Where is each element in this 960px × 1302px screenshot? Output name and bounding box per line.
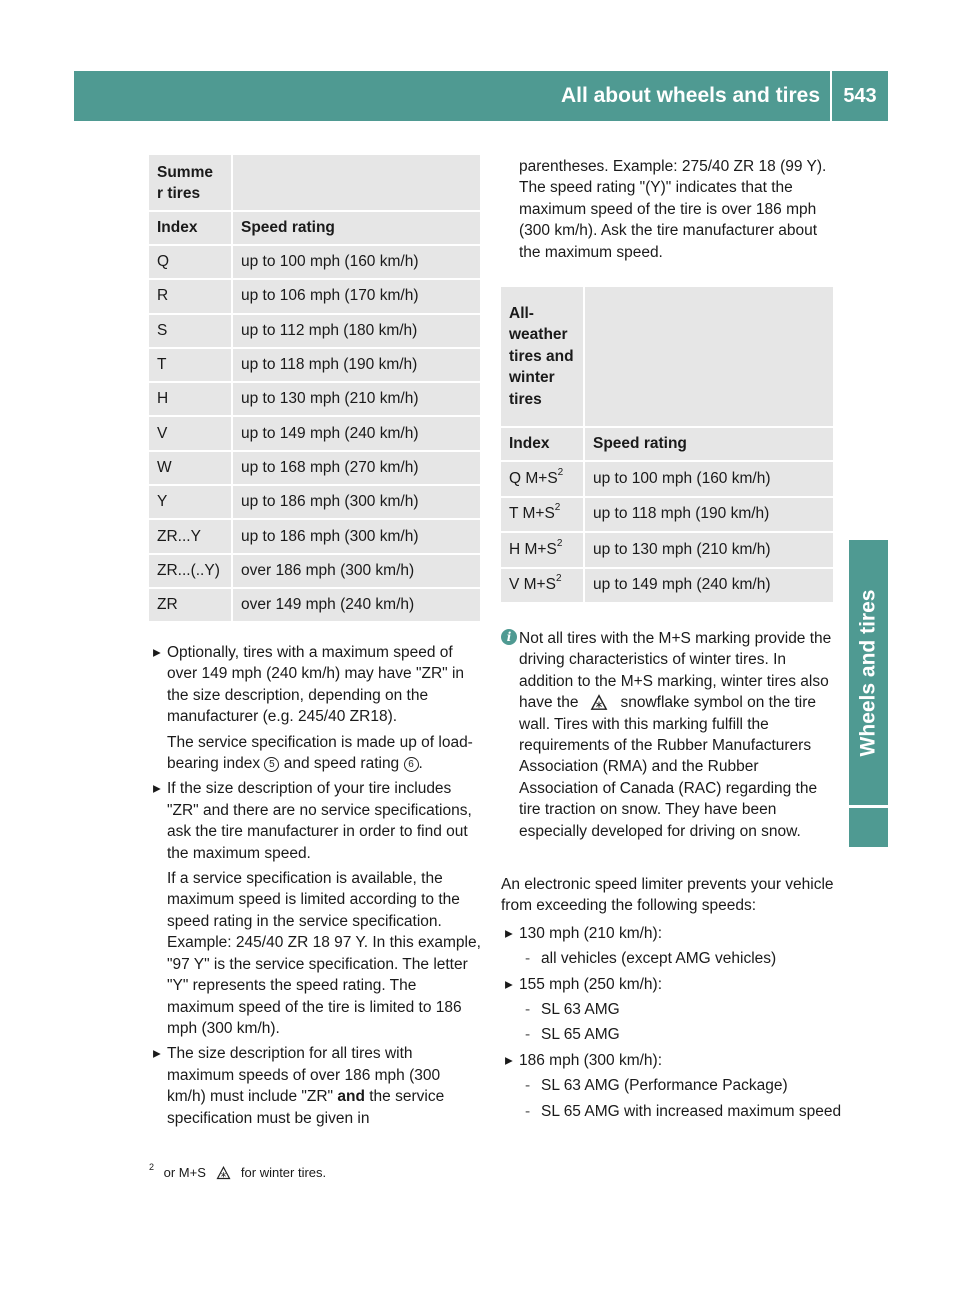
header-divider: [830, 71, 832, 121]
footnote-ref: 2: [557, 466, 564, 478]
chapter-tab-marker: [849, 808, 888, 847]
table-row: [149, 382, 480, 416]
info-icon: i: [501, 629, 517, 645]
index-value: ZR...(..Y): [157, 561, 220, 579]
speed-limit-value: 155 mph (250 km/h):: [519, 975, 663, 993]
table-row: [149, 554, 480, 588]
list-item: [501, 923, 846, 944]
index-cell: [149, 416, 232, 450]
vehicle-item: SL 63 AMG: [541, 1001, 620, 1019]
column-header-index: Index: [149, 211, 232, 245]
table-row: [149, 245, 480, 279]
table-row: [149, 416, 480, 450]
list-item: [149, 778, 483, 864]
table-row: [501, 461, 833, 497]
bullet-marker: ▸: [505, 1051, 513, 1069]
speed-rating-cell: up to 106 mph (170 km/h): [232, 279, 480, 313]
vehicle-item: SL 65 AMG: [541, 1026, 620, 1044]
index-value: H: [157, 390, 169, 408]
index-value: T: [157, 356, 167, 374]
speed-limit-value: 186 mph (300 km/h):: [519, 1051, 663, 1069]
speed-rating-cell: up to 168 mph (270 km/h): [232, 451, 480, 485]
bullet-text: If the size description of your tire includes "ZR" and there are no service specifications, ask the tire manufacturer in order to find out the maximum speed.: [167, 780, 472, 862]
marker-5-icon: 5: [264, 757, 279, 772]
info-note-text: snowflake symbol on the tire wall. Tires with this marking fulfill the requirements of the Rubber Manufacturers Association (RMA) and the Rubber Association of Canada (RAC) regarding the tire traction on snow. They have been especially developed for driving on snow.: [519, 694, 818, 840]
sub-list-item: [501, 1101, 846, 1122]
sub-list-item: [501, 948, 846, 969]
table-group-row: [149, 155, 480, 211]
index-cell: [501, 532, 584, 568]
chapter-tab-label-wrap: [849, 540, 888, 805]
index-cell: [149, 245, 232, 279]
bullet-text: The size description for all tires with maximum speeds of over 186 mph (300 km/h) must include "ZR": [167, 1045, 441, 1106]
vehicle-item: all vehicles (except AMG vehicles): [541, 950, 777, 968]
bullet-text: the service specification must be given in: [167, 1088, 445, 1127]
index-cell: [149, 451, 232, 485]
info-note-body: [501, 628, 841, 842]
table-row: [149, 451, 480, 485]
table-header-row: [501, 427, 833, 461]
bullet-marker: ▸: [153, 1045, 161, 1063]
table-row: [501, 497, 833, 533]
index-value: V: [157, 424, 168, 442]
index-value: V M+S: [509, 576, 556, 594]
column-header-index: Index: [501, 427, 584, 461]
vehicle-item: SL 65 AMG with increased maximum speed: [541, 1102, 842, 1120]
index-value: H M+S: [509, 540, 557, 558]
table-row: [149, 588, 480, 622]
index-value: W: [157, 458, 172, 476]
paragraph: If a service specification is available, the maximum speed is limited according to the speed rating in the service specification. Example: 245/40 ZR 18 97 Y. In this example, "97 Y" is the service specification. The letter "Y" represents the speed rating. The maximum speed of the tire is limited to 186 mph (300 km/h).: [167, 870, 481, 1037]
bullet-marker: ▸: [505, 975, 513, 993]
table-row: [149, 279, 480, 313]
dash-marker: -: [525, 1001, 531, 1019]
footnote-number: 2: [149, 1162, 155, 1172]
speed-rating-cell: up to 149 mph (240 km/h): [232, 416, 480, 450]
index-cell: [149, 314, 232, 348]
page-title: All about wheels and tires: [560, 84, 820, 107]
list-item: [149, 1043, 483, 1129]
index-value: R: [157, 287, 169, 305]
list-item: [501, 974, 846, 995]
index-value: Y: [157, 493, 168, 511]
dash-marker: -: [525, 1077, 531, 1095]
info-note-text: Not all tires with the M+S marking provide the driving characteristics of winter tires. In addition to the M+S marking, winter tires also have the: [519, 630, 832, 712]
speed-rating-cell: up to 130 mph (210 km/h): [584, 532, 833, 568]
dash-marker: -: [525, 1102, 531, 1120]
speed-rating-cell: up to 118 mph (190 km/h): [232, 348, 480, 382]
speed-rating-cell: up to 100 mph (160 km/h): [232, 245, 480, 279]
speed-rating-cell: over 186 mph (300 km/h): [232, 554, 480, 588]
footnote-ref: 2: [554, 502, 561, 514]
table-cell: [232, 155, 480, 211]
index-cell: [501, 568, 584, 604]
table-header-row: [149, 211, 480, 245]
left-column-text: [149, 642, 483, 1133]
footnote-text: for winter tires.: [240, 1165, 327, 1180]
index-value: Q M+S: [509, 469, 558, 487]
bullet-text: Optionally, tires with a maximum speed of over 149 mph (240 km/h) may have "ZR" in the size description, depending on the manufacturer (e.g. 245/40 ZR18).: [167, 644, 465, 726]
index-cell: [149, 588, 232, 622]
table-group-label: All- weather tires and winter tires: [501, 287, 584, 427]
marker-6-icon: 6: [404, 757, 419, 772]
index-cell: [149, 519, 232, 553]
paragraph: parentheses. Example: 275/40 ZR 18 (99 Y). The speed rating "(Y)" indicates that the maximum speed of the tire is over 186 mph (300 km/h). Ask the tire manufacturer about the maximum speed.: [519, 158, 827, 261]
sub-list-item: [501, 1024, 846, 1045]
snowflake-mountain-icon: [590, 693, 608, 711]
footnote-ref: 2: [556, 537, 563, 549]
speed-rating-cell: up to 118 mph (190 km/h): [584, 497, 833, 533]
index-cell: [149, 279, 232, 313]
bullet-marker: ▸: [153, 644, 161, 661]
index-cell: [149, 348, 232, 382]
bullet-marker: ▸: [153, 780, 161, 798]
speed-rating-cell: up to 100 mph (160 km/h): [584, 461, 833, 497]
speed-rating-cell: up to 149 mph (240 km/h): [584, 568, 833, 604]
index-value: Q: [157, 253, 170, 271]
speed-rating-cell: up to 112 mph (180 km/h): [232, 314, 480, 348]
index-cell: [501, 461, 584, 497]
sub-list-item: [501, 999, 846, 1020]
speed-rating-cell: up to 130 mph (210 km/h): [232, 382, 480, 416]
index-value: ZR...Y: [157, 527, 201, 545]
paragraph-text: .: [418, 755, 423, 773]
table-row: [149, 348, 480, 382]
list-item: [149, 642, 483, 728]
paragraph-text: The service specification is made up of load-bearing index: [167, 733, 473, 773]
bold-text: and: [337, 1088, 365, 1106]
footnote-ref: 2: [555, 573, 562, 585]
winter-tires-table: [501, 287, 833, 604]
speed-rating-cell: up to 186 mph (300 km/h): [232, 519, 480, 553]
paragraph: [149, 732, 483, 775]
speed-limiter-section: [501, 874, 846, 1126]
paragraph-text: and speed rating: [283, 755, 400, 773]
table-row: [149, 485, 480, 519]
paragraph: An electronic speed limiter prevents your vehicle from exceeding the following speeds:: [501, 876, 834, 915]
bullet-marker: ▸: [505, 924, 513, 942]
column-header-speed-rating: Speed rating: [232, 211, 480, 245]
table-group-label: Summe r tires: [149, 155, 232, 211]
speed-limit-value: 130 mph (210 km/h):: [519, 924, 663, 942]
list-item: [501, 1050, 846, 1071]
index-value: S: [157, 321, 168, 339]
table-row: [501, 532, 833, 568]
summer-tires-table: [149, 155, 480, 623]
sub-list-item: [501, 1075, 846, 1096]
index-value: ZR: [157, 596, 178, 614]
column-header-speed-rating: Speed rating: [584, 427, 833, 461]
vehicle-item: SL 63 AMG (Performance Package): [541, 1077, 788, 1095]
table-group-row: [501, 287, 833, 427]
table-row: [149, 314, 480, 348]
index-cell: [501, 497, 584, 533]
info-note: [501, 628, 841, 842]
footnote: [149, 1162, 327, 1180]
chapter-tab-label: Wheels and tires: [856, 589, 880, 756]
index-cell: [149, 485, 232, 519]
speed-limiter-list: [501, 923, 846, 1122]
right-column-intro: [501, 156, 841, 267]
page-header: [74, 71, 888, 121]
index-cell: [149, 382, 232, 416]
page-number: 543: [843, 85, 877, 107]
snowflake-mountain-icon: [216, 1165, 231, 1180]
dash-marker: -: [525, 1026, 531, 1044]
table-cell: [584, 287, 833, 427]
table-row: [149, 519, 480, 553]
dash-marker: -: [525, 950, 531, 968]
index-cell: [149, 554, 232, 588]
footnote-text: or M+S: [163, 1165, 206, 1180]
speed-rating-cell: up to 186 mph (300 km/h): [232, 485, 480, 519]
table-row: [501, 568, 833, 604]
index-value: T M+S: [509, 505, 555, 523]
speed-rating-cell: over 149 mph (240 km/h): [232, 588, 480, 622]
